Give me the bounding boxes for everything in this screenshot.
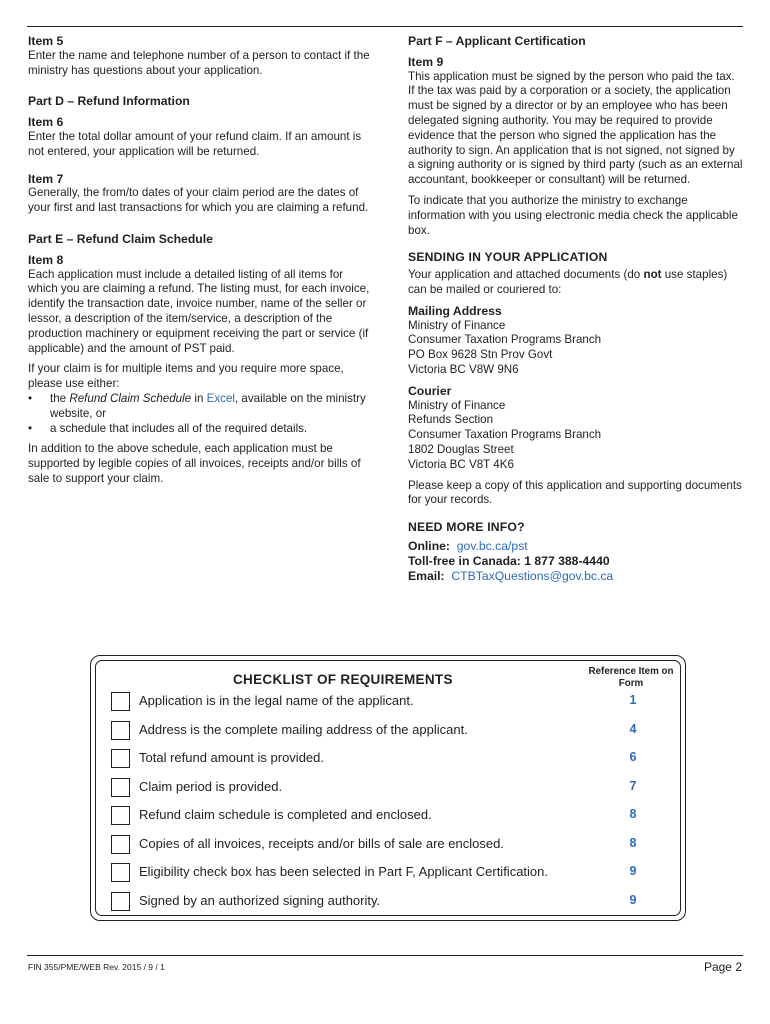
- checklist-row: [111, 863, 677, 885]
- checklist-row-text: Total refund amount is provided.: [139, 750, 324, 765]
- checklist-row-ref: 8: [629, 807, 637, 821]
- more-space-text: If your claim is for multiple items and you require more space, please use either:: [28, 362, 344, 391]
- checkbox[interactable]: [111, 806, 130, 825]
- top-rule: [27, 26, 743, 27]
- checklist-row-text: Copies of all invoices, receipts and/or bills of sale are enclosed.: [139, 835, 504, 851]
- list-item: • a schedule that includes all of the required details.: [28, 422, 373, 437]
- footer-rule: [27, 955, 743, 956]
- email-link[interactable]: CTBTaxQuestions@gov.bc.ca: [451, 568, 614, 583]
- item9-heading: Item 9: [408, 54, 444, 69]
- checklist-row-ref: 8: [629, 835, 637, 850]
- item6-text: Enter the total dollar amount of your refund claim. If an amount is not entered, your application will be returned.: [28, 129, 362, 158]
- checklist-row: [111, 749, 677, 771]
- partF-heading: Part F – Applicant Certification: [408, 34, 586, 48]
- courier-heading: Courier: [408, 383, 452, 398]
- left-column: [28, 34, 373, 487]
- more-info-heading: NEED MORE INFO?: [408, 520, 525, 535]
- partE-heading: Part E – Refund Claim Schedule: [28, 231, 213, 246]
- item8-heading: Item 8: [28, 252, 64, 267]
- checklist-box: [90, 655, 686, 921]
- checklist-title: CHECKLIST OF REQUIREMENTS: [233, 672, 453, 687]
- item6-heading: Item 6: [28, 115, 64, 130]
- sending-text: Your application and attached documents (do not use staples) can be mailed or couriered to:: [408, 268, 728, 296]
- checklist-row: [111, 692, 677, 714]
- mailing-address: Ministry of Finance Consumer Taxation Programs Branch PO Box 9628 Stn Prov Govt Victoria BC V8W 9N6: [408, 318, 602, 376]
- item7-heading: Item 7: [28, 171, 64, 186]
- list-item: • the Refund Claim Schedule in Excel, available on the ministry website, or: [28, 392, 373, 422]
- reference-item-header: Reference Item on Form: [588, 666, 674, 689]
- checklist-row: [111, 835, 677, 857]
- checklist-row: [111, 778, 677, 800]
- item5-heading: Item 5: [28, 34, 64, 48]
- mailing-heading: Mailing Address: [408, 303, 502, 318]
- schedule-options-list: [28, 392, 373, 436]
- online-line: Online: gov.bc.ca/pst: [408, 538, 528, 553]
- checklist-row-text: Refund claim schedule is completed and enclosed.: [139, 807, 432, 822]
- checklist-row-text: Claim period is provided.: [139, 778, 283, 794]
- page-number: Page 2: [703, 960, 742, 974]
- item8-text: Each application must include a detailed listing of all items for which you are claiming a refund. The listing must, for each invoice, identify the transaction date, invoice number, name of the seller or lessor, a description of the item/service, a description of the production machinery or equipment receiving the part or service (if applicable) and the amount of PST paid.: [28, 267, 370, 355]
- courier-address: Ministry of Finance Refunds Section Consumer Taxation Programs Branch 1802 Douglas Street Victoria BC V8T 4K6: [408, 398, 602, 471]
- checklist-row-ref: 9: [629, 864, 637, 878]
- checklist-row-ref: 6: [629, 750, 637, 764]
- email-line: Email: CTBTaxQuestions@gov.bc.ca: [408, 568, 614, 583]
- item5-text: Enter the name and telephone number of a person to contact if the ministry has questions about your application.: [28, 48, 370, 77]
- checklist-row: [111, 806, 677, 828]
- checklist-row-ref: 4: [629, 721, 637, 736]
- checkbox[interactable]: [111, 692, 130, 711]
- checkbox[interactable]: [111, 892, 130, 911]
- right-column: [408, 34, 743, 583]
- partD-heading: Part D – Refund Information: [28, 94, 190, 109]
- checklist-row-text: Signed by an authorized signing authority.: [139, 892, 381, 908]
- checkbox[interactable]: [111, 835, 130, 854]
- checklist-row-text: Eligibility check box has been selected in Part F, Applicant Certification.: [139, 864, 548, 879]
- checklist-row-text: Address is the complete mailing address of the applicant.: [139, 721, 468, 737]
- item7-text: Generally, the from/to dates of your claim period are the dates of your first and last transactions for which you are claiming a refund.: [28, 186, 369, 215]
- checklist-row-ref: 7: [629, 778, 637, 793]
- excel-link[interactable]: Excel: [206, 391, 235, 405]
- checklist-row-text: Application is in the legal name of the applicant.: [139, 693, 414, 708]
- checkbox[interactable]: [111, 778, 130, 797]
- indicate-text: To indicate that you authorize the ministry to exchange information with you using electronic media check the applicable box.: [408, 193, 738, 237]
- sending-heading: SENDING IN YOUR APPLICATION: [408, 250, 608, 265]
- checkbox[interactable]: [111, 749, 130, 768]
- checkbox[interactable]: [111, 721, 130, 740]
- checklist-row-ref: 9: [629, 892, 637, 907]
- keep-copy-text: Please keep a copy of this application and supporting documents for your records.: [408, 478, 742, 507]
- checklist-row: [111, 721, 677, 743]
- online-link[interactable]: gov.bc.ca/pst: [456, 538, 528, 553]
- checkbox[interactable]: [111, 863, 130, 882]
- support-text: In addition to the above schedule, each application must be supported by legible copies of all invoices, receipts and/or bills of sale to support your claim.: [28, 442, 361, 485]
- checklist-row-ref: 1: [629, 693, 637, 707]
- tollfree-line: Toll-free in Canada: 1 877 388-4440: [408, 553, 610, 568]
- checklist-row: [111, 892, 677, 914]
- form-id: FIN 355/PME/WEB Rev. 2015 / 9 / 1: [28, 962, 165, 972]
- item9-text: This application must be signed by the person who paid the tax. If the tax was paid by a corporation or a society, the application must be signed by a director or by an employee who has been delegated signing authority. You may be required to provide evidence that the person who signed the application has the authority to sign. An application that is not signed, not signed by a signing authority or is signed by third party (such as an external accountant, bookkeeper or consultant) will be returned.: [408, 69, 743, 187]
